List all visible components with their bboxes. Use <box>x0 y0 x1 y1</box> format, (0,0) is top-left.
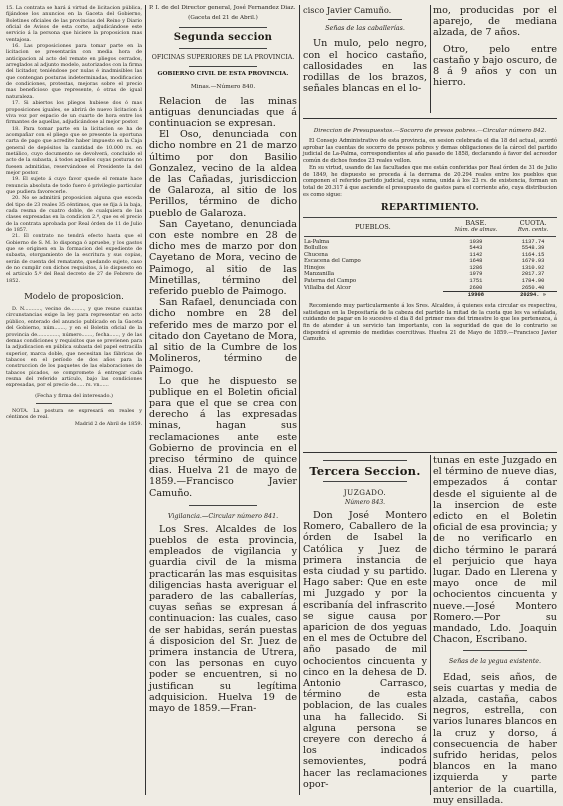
base-cell: 1648 <box>469 258 483 265</box>
repartimiento-title: REPARTIMIENTO. <box>380 202 480 214</box>
cuota-cell: 1310.92 <box>521 264 545 271</box>
col-base: BASE. <box>465 219 487 228</box>
condition-17: 17. Si abiertos los pliegos hubiese dos ó mas proposiciones iguales, se abrirá de nuevo licitacion á viva voz por espacio de un cuarto de hora entre los firmantes de aquellas, adjudicándose al mejor postor. <box>6 100 142 126</box>
vigilancia-body <box>149 524 297 714</box>
table-row <box>303 245 557 252</box>
presupuestos-text <box>303 138 557 198</box>
table-row <box>303 239 557 246</box>
divider <box>463 650 527 651</box>
cuota-cell: 2650.40 <box>521 284 545 291</box>
condition-16: 16. Las proposiciones para tomar parte en la licitacion se presentarán con media hora de anticipacion al acto del remate en pliegos cerrados, arreglados al adjunto modelo, autorizados con la firma del licitador, teniéndose por nulas é inadmisibles las que contengan posturas indeterminadas, modificacion de condiciones, protestas, mejoras sobre el precio mas beneficioso que represente, ó otras de igual naturaleza. <box>6 43 142 100</box>
pueblo-cell: Escacena del Campo <box>304 258 361 265</box>
senas-text-second: Otro, pelo entre castaño y bajo oscuro, de 8 á 9 años y con un hierro. <box>433 43 557 89</box>
vigilancia-title: Vigilancia.—Circular número 841. <box>167 511 279 520</box>
cuota-cell: 2017.37 <box>521 271 545 278</box>
minas-paragraph: San Rafael, denunciada con dicho nombre en 28 del referido mes de marzo por el citado don Cayetano de Mora, al sitio de la Cumbre de los Molineros, término de Paimogo. <box>149 297 297 376</box>
repartimiento-table <box>303 220 557 299</box>
cuota-cell: 5548.39 <box>521 245 545 252</box>
minas-number: Minas.—Número 840. <box>190 84 256 90</box>
table-row <box>303 271 557 278</box>
col-base-sub: Núm. de almas. <box>454 226 498 233</box>
column-rule <box>299 5 300 795</box>
table-row <box>303 285 557 292</box>
section-title: Segunda seccion <box>173 32 273 43</box>
col-cuota-sub: Rvn. cents. <box>517 226 549 233</box>
tercera-title: Tercera Seccion. <box>309 464 421 478</box>
table-row <box>303 265 557 272</box>
presupuestos-paragraph: En su virtud, usando de las facultades que me están conferidas por Real órden de 31 de Julio de 1849, he dispuesto se proceda á la derrama de 20.294 reales entre los pueblos que componen el referido partido judicial, cuya suma, unida á los 23 rs. de existencia, forman un total de 20.317 á que asciende el presupuesto de gastos para el corriente año, cuya distribucion es como sigue: <box>303 164 557 198</box>
model-signature: (Fecha y firma del interesado.) <box>35 392 113 399</box>
model-title: Modelo de proposicion. <box>24 291 124 302</box>
edicto-text: Don José Montero Romero, Caballero de la órden de Isabel la Católica y Juez de primera instancia de esta ciudad y su partido. Hago saber: Que en este mi Juzgado y por la escribanía del infrascrito se sigue causa por aparicion de dos yeguas en el mes de Octubre del año pasado de mil ochocientos cincuenta y cinco en la dehesa de D. Antonio Carrasco, término de esta poblacion, de las cuales una ha fallecido. Si alguna persona se creyere con derecho á los indicados semovientes, podrá hacer las reclamaciones opor- <box>303 510 427 790</box>
col-pueblos: PUEBLOS. <box>354 222 391 231</box>
condition-18: 18. Para tomar parte en la licitacion se ha de acompañar con el pliego que se presente la oportuna carta de pago que acredite haber impuesto en la Caja general de depósitos la cantidad de 10.000 rs. en metálico, cuyo documento se devolverá, concluido el acto de la subasta, á todos aquellos cuyas posturas no fuesen admitidas, reservándose el Presidente la del mejor postor. <box>6 125 142 176</box>
total-cuota: 20294. » <box>509 292 557 299</box>
column-edicto-cont <box>433 455 558 806</box>
edicto-body <box>303 510 427 790</box>
pueblo-cell: La-Palma <box>304 238 330 245</box>
divider <box>323 481 407 482</box>
presupuestos-block <box>303 120 557 450</box>
office-heading: OFICINAS SUPERIORES DE LA PROVINCIA. <box>151 54 295 61</box>
base-cell: 1979 <box>469 271 483 278</box>
column-conditions <box>6 5 142 795</box>
total-base: 19908 <box>443 292 509 299</box>
divider <box>36 403 112 404</box>
cuota-cell: 1164.15 <box>521 251 545 258</box>
date-line: Madrid 2 de Abril de 1859. <box>74 420 142 427</box>
edicto-text-cont: tunas en este Juzgado en el término de nueve dias, empezados á contar desde el siguiente al de la insercion de este edicto en el Boletin oficial de esa provincia; y de no verificarlo en dicho término le parará el perjuicio que haya lugar. Dado en Llerena y mayo once de mil ochocientos cincuenta y nueve.—José Montero Romero.—Por su mandado, Ldo. Joaquin Chacon, Escribano. <box>433 455 557 646</box>
cuota-cell: 1784.90 <box>521 278 545 285</box>
minas-paragraph: Lo que he dispuesto se publique en el Boletin oficial para que el que se crea con derecho á las expresadas minas, hagan sus reclamaciones ante este Gobierno de provincia en el preciso término de quince dias. Huelva 21 de mayo de 1859.—Francisco Javier Camuño. <box>149 375 297 499</box>
divider <box>303 217 557 218</box>
model-text: D. N..........., vecino de........., y que reune cuantas circunstancias exige la ley para representar en acto público, enterado del anuncio publicado en la Gaceta del Gobierno, núm......., y en el Boletin oficial de la provincia de.............., número......., fecha......, y de las demas condiciones y requisitos que se previenen para la adjudicacion en pública subasta del papel estracilla superior, marca doble, que necesitan las fábricas de tabacos en el período de dos años para la construccion de los paquetes de las elaboraciones de tabacos picados, se compromete á entregar cada resma del referido artículo, bajo las condiciones expresadas, por el precio de..... rs. vn...... <box>6 306 142 389</box>
yegua-text: Edad, seis años, de seis cuartas y media de alzada, castaña, cabos negros, estrella, con varios lunares blancos en la cruz y dorso, á consecuencia de haber sufrido heridas, pelos blancos en la mano izquierda y parte anterior de la cuartilla, muy ensillada. <box>433 671 558 806</box>
column-caballerias-cont <box>433 5 557 115</box>
divider <box>179 48 267 49</box>
divider <box>304 236 556 237</box>
juzgado-number: Número 843. <box>344 499 386 506</box>
pueblo-cell: Manzanilla <box>304 271 335 278</box>
presupuestos-closing <box>303 303 557 343</box>
minas-paragraph: Relacion de las minas antiguas denunciadas que á continuacion se expresan. <box>149 95 297 129</box>
minas-paragraph: San Cayetano, denunciada con este nombre en 28 de dicho mes de marzo por don Cayetano de Mora, vecino de Paimogo, al sitio de las Minetillas, término del referido pueblo de Paimogo. <box>149 218 297 297</box>
pueblo-cell: Villalba del Alcor <box>304 284 351 291</box>
base-cell: 1142 <box>469 251 483 258</box>
minas-body <box>149 96 297 499</box>
divider <box>323 460 407 461</box>
table-total-row <box>303 292 557 299</box>
col-cuota: CUOTA. <box>519 219 547 228</box>
column-rule <box>145 5 146 795</box>
cuota-cell: 1679.93 <box>521 258 545 265</box>
pueblo-cell: Paterna del Campo <box>304 278 357 285</box>
table-row <box>303 258 557 265</box>
top-signature: P. I. de del Director general, José Fernandez Diaz. <box>149 5 296 11</box>
divider <box>179 27 267 28</box>
base-cell: 5443 <box>469 245 483 252</box>
condition-21: 21. El contrato no tendrá efecto hasta que el Gobierno de S. M. lo disponga ó apruebe, y los gastos que se originen en la formacion del expediente de subasta, otorgamiento de la escritura y sus copias, serán de cuenta del rematante, quedando sujeto, caso de no cumplir con dichos requisitos, á lo dispuesto en el artículo 5.º del Real decreto de 27 de Febrero de 1852. <box>6 233 142 284</box>
pueblo-cell: Bollullos <box>304 245 328 252</box>
section-rule <box>303 452 557 453</box>
vigilancia-text: Los Sres. Alcaldes de los pueblos de esta provincia, empleados de vigilancia y guardia civil de la misma practicarán las mas esquisitas diligencias hasta averiguar el paradero de las caballerías, cuyas señas se expresan á continuacion: las cuales, caso de ser habidas, serán puestas á disposicion del Sr. Juez de primera instancia de Utrera, con las personas en cuyo poder se encuentren, si no justifican su legítima adquisicion. Huelva 19 de mayo de 1859.—Fran- <box>149 523 297 715</box>
column-caballerias <box>303 5 427 115</box>
table-header-row <box>303 220 557 227</box>
base-cell: 2600 <box>469 284 483 291</box>
juzgado-heading: JUZGADO. <box>343 488 387 497</box>
presupuestos-title: Direccion de Presupuestos.—Socorro de presos pobres.—Circular número 842. <box>313 128 547 134</box>
presupuestos-paragraph: El Consejo Administrativo de esta provincia, en sesion celebrada el dia 18 del actual, acordó aprobar las cuentas de socorro de presos pobres y demas obligaciones de la cárcel del partido judicial de La-Palma, correspondientes al año pasado de 1858, declarando á favor del acreedor común de dichos fondos 23 reales vellon. <box>303 138 557 165</box>
base-cell: 1751 <box>469 278 483 285</box>
cuota-cell: 1137.74 <box>521 238 545 245</box>
column-rule <box>430 455 431 795</box>
base-cell: 1286 <box>469 264 483 271</box>
base-cell: 1039 <box>469 238 483 245</box>
gov-heading: GOBIERNO CIVIL DE ESTA PROVINCIA. <box>157 70 289 77</box>
lead-signature: cisco Javier Camuño. <box>303 5 392 15</box>
minas-paragraph: El Oso, denunciada con dicho nombre en 21 de marzo último por don Basilio Gonzalez, vecino de la aldea de las Cañadas, jurisdiccion de Galaroza, al sitio de los Perillos, término de dicho pueblo de Galaroza. <box>149 129 297 219</box>
note: NOTA. La postura se expresará en reales y céntimos de real. <box>6 407 142 421</box>
yegua-heading: Señas de la yegua existente. <box>448 657 542 666</box>
divider <box>328 19 402 20</box>
condition-20: 20. No se admitirá proposicion alguna que exceda del tipo de 23 reales 35 céntimos, que se fija á la baja, cada resma de cuatro doble, de cualquiera de las clases expresadas en la condicion 2.ª, que es el precio de la contrata aprobada por Real órden de 11 de Julio de 1857. <box>6 195 142 234</box>
condition-15: 15. La contrata se hará á virtud de licitacion pública, fijándose los anuncios en la Gaceta del Gobierno, Boletines oficiales de las provincias del Reino y Diario oficial de Avisos de esta corte, adjudicándose este servicio á la persona que hiciere la proposicion mas ventajosa. <box>6 5 142 43</box>
pueblo-cell: Chucena <box>304 251 328 258</box>
column-second-section <box>149 5 297 795</box>
condition-19: 19. El sujeto á cuyo favor quede el remate hace renuncia absoluta de todo fuero ó privilegio particular que pudiera favorecerle. <box>6 176 142 195</box>
senas-text-cont: mo, producidas por el aparejo, de mediana alzada, de 7 años. <box>433 5 557 39</box>
section-rule <box>303 118 557 119</box>
column-rule <box>430 5 431 113</box>
gaceta-note: (Gaceta del 21 de Abril.) <box>188 15 258 21</box>
presupuestos-paragraph: Recomiendo muy particularmente á los Sres. Alcaldes, á quienes esta circular es respectiva, satisfagan en la Depositaría de la cabeza del partido la mitad de la cuota que les va señalada, cuidando de pagar en lo sucesivo el dia 8 del primer mes del trimestre lo que les pertenezca, á fin de atender á un servicio tan importante, con la seguridad de que de lo contrario se dispondrá el apremio de medidas coercitivas. Huelva 21 de Mayo de 1859.—Francisco Javier Camuño. <box>303 302 557 343</box>
divider <box>189 505 257 506</box>
senas-text: Un mulo, pelo negro, con el hocico castaño, callosidades en las rodillas de los brazos, señales blancas en el lo- <box>303 38 427 95</box>
senas-heading: Señas de las caballerías. <box>325 24 405 33</box>
pueblo-cell: Hinojos <box>304 264 325 271</box>
table-row <box>303 252 557 259</box>
table-row <box>303 278 557 285</box>
column-tercera <box>303 455 427 795</box>
divider <box>189 66 257 67</box>
